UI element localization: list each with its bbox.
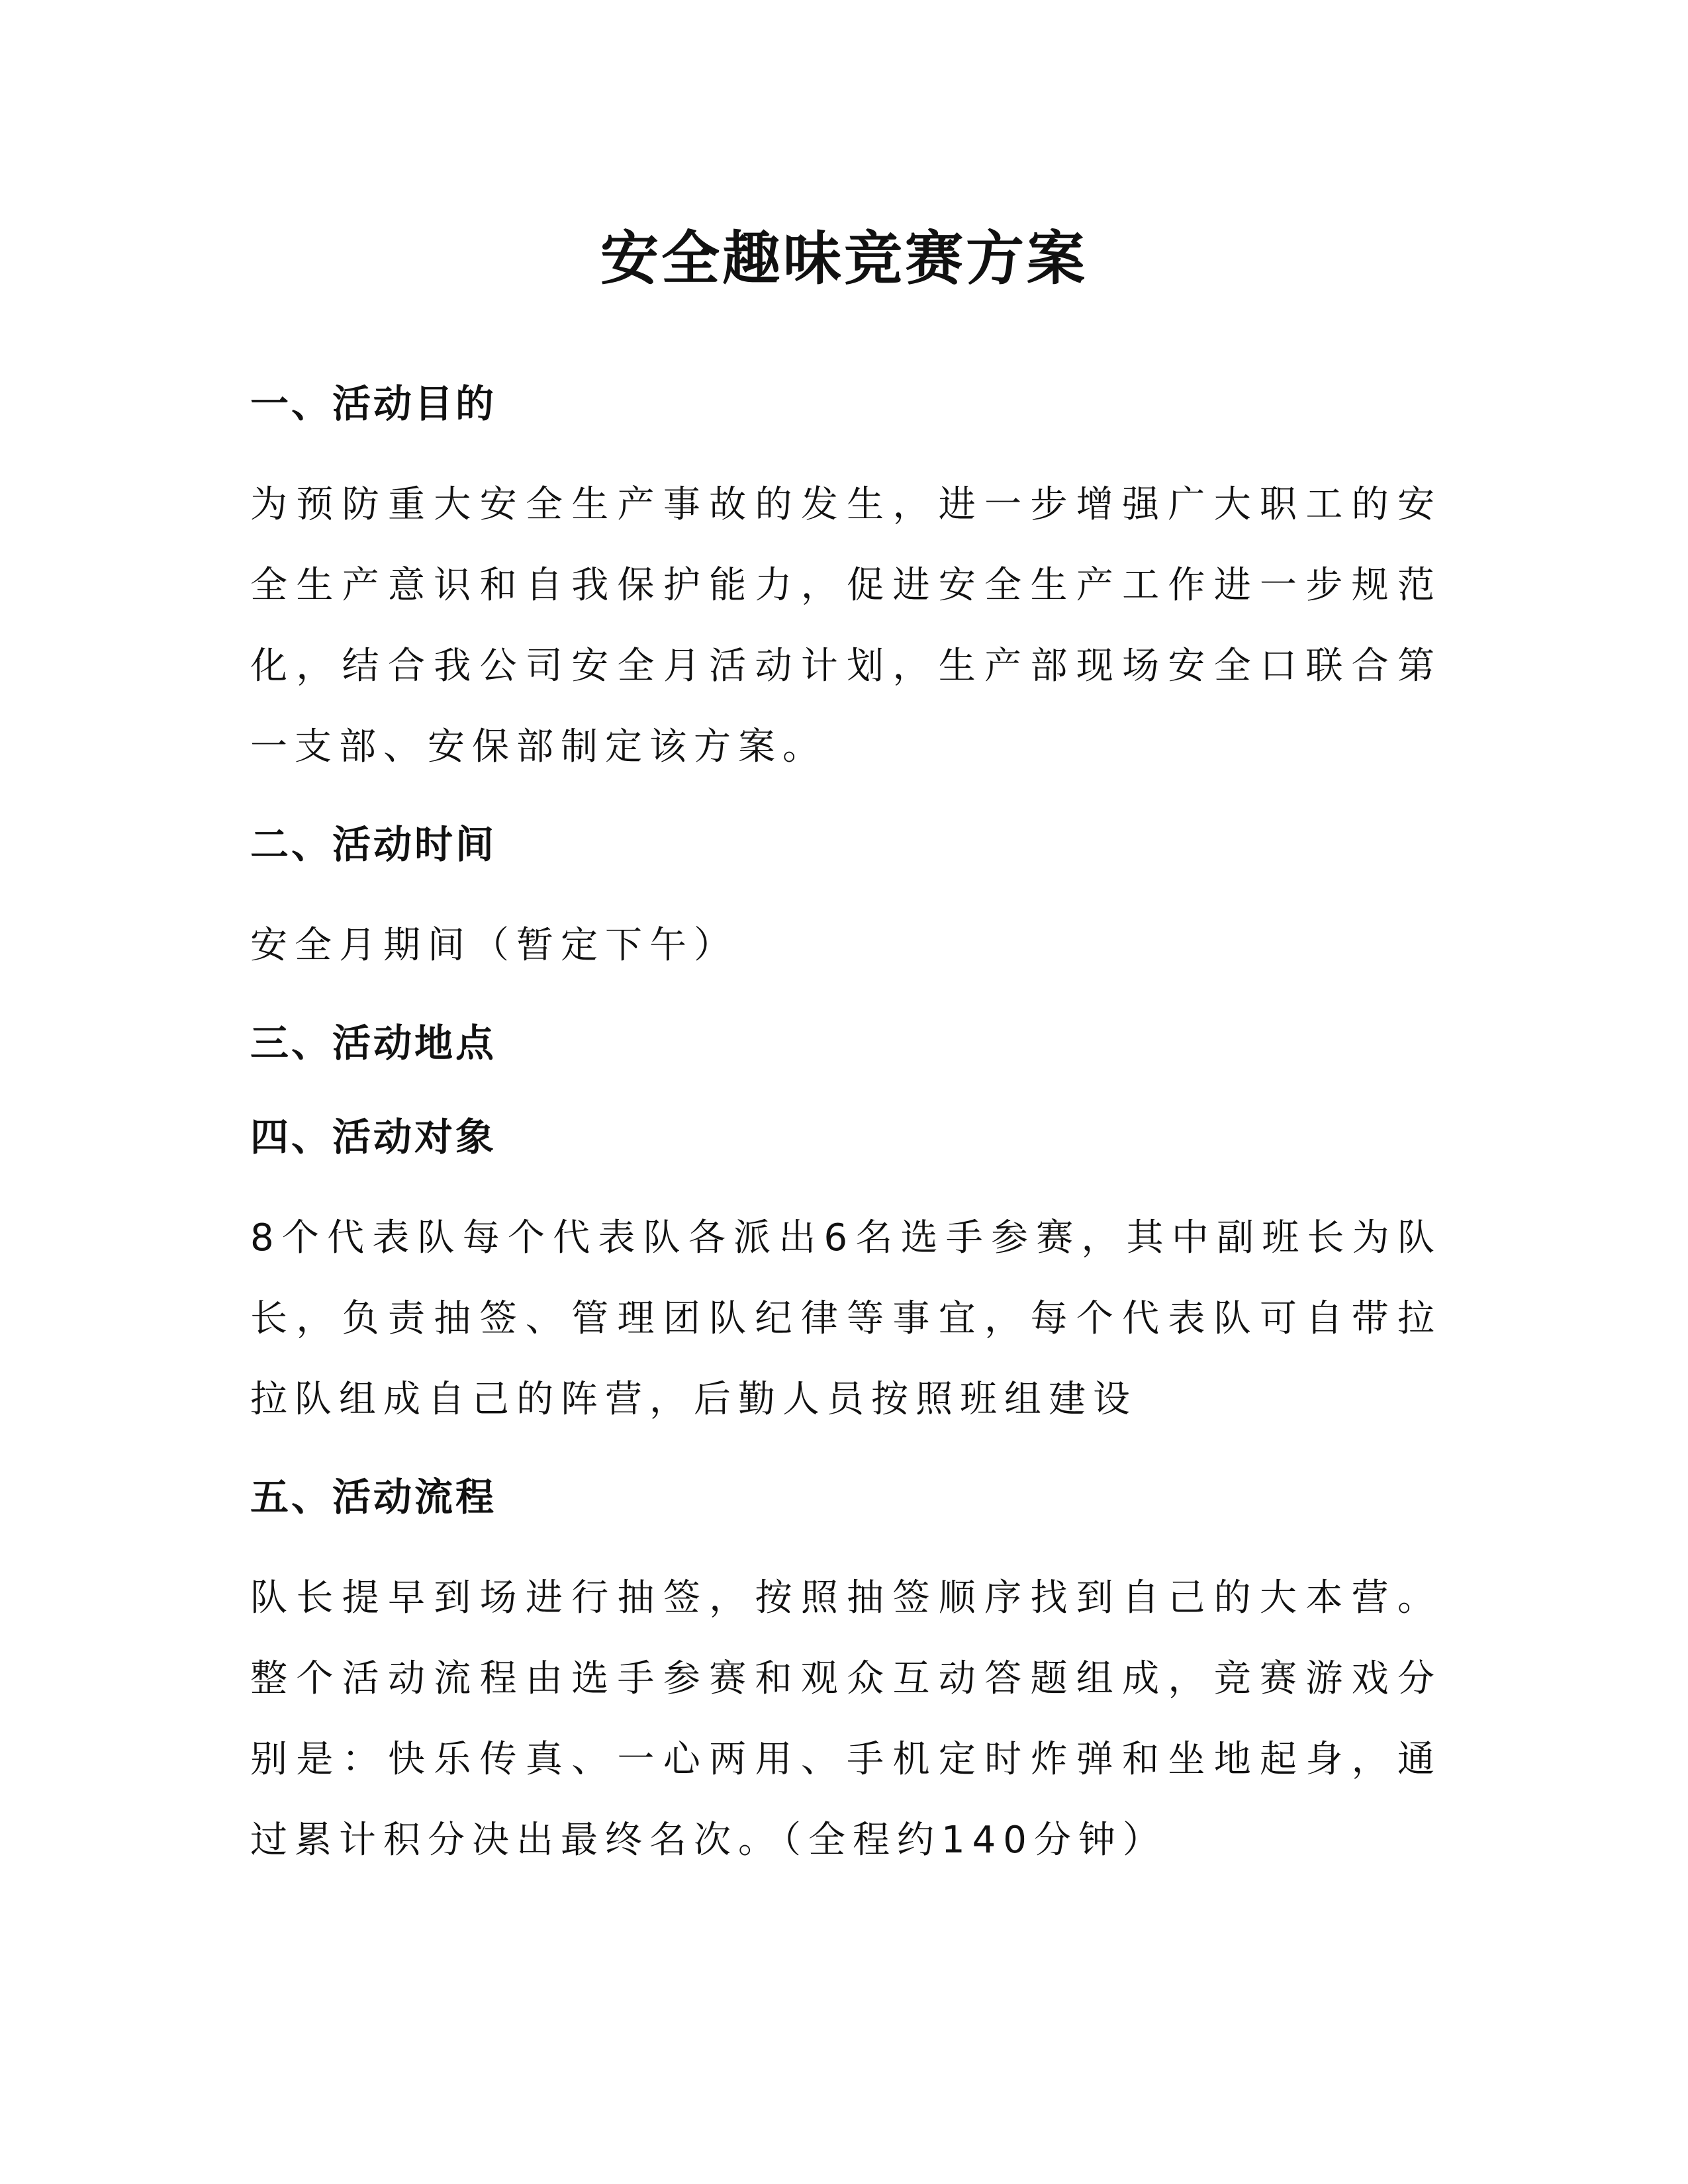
section-participants [250, 1104, 1442, 1440]
section-heading-process: 五、活动流程 [250, 1475, 497, 1520]
section-process [250, 1464, 1442, 1881]
section-purpose [250, 371, 1442, 788]
section-heading-location: 三、活动地点 [250, 1021, 497, 1066]
section-body-time: 安全月期间（暂定下午） [250, 924, 738, 967]
section-heading-time: 二、活动时间 [250, 822, 497, 867]
section-time [250, 811, 1442, 986]
page-title: 安全趣味竞赛方案 [600, 224, 1088, 293]
section-body-participants: 8个代表队每个代表队各派出6名选手参赛，其中副班长为队长，负责抽签、管理团队纪律等事宜，每个代表队可自带拉拉队组成自己的阵营，后勤人员按照班组建设 [250, 1216, 1442, 1421]
section-heading-purpose: 一、活动目的 [250, 381, 497, 426]
section-heading-participants: 四、活动对象 [250, 1115, 497, 1160]
section-body-purpose: 为预防重大安全生产事故的发生，进一步增强广大职工的安全生产意识和自我保护能力，促进安全生产工作进一步规范化，结合我公司安全月活动计划，生产部现场安全口联合第一支部、安保部制定该方案。 [250, 483, 1442, 768]
section-location [250, 1010, 1442, 1076]
section-body-process: 队长提早到场进行抽签，按照抽签顺序找到自己的大本营。整个活动流程由选手参赛和观众互动答题组成，竞赛游戏分别是：快乐传真、一心两用、手机定时炸弹和坐地起身，通过累计积分决出最终名次。（全程约140分钟） [250, 1576, 1442, 1862]
document-body [250, 371, 1442, 1905]
